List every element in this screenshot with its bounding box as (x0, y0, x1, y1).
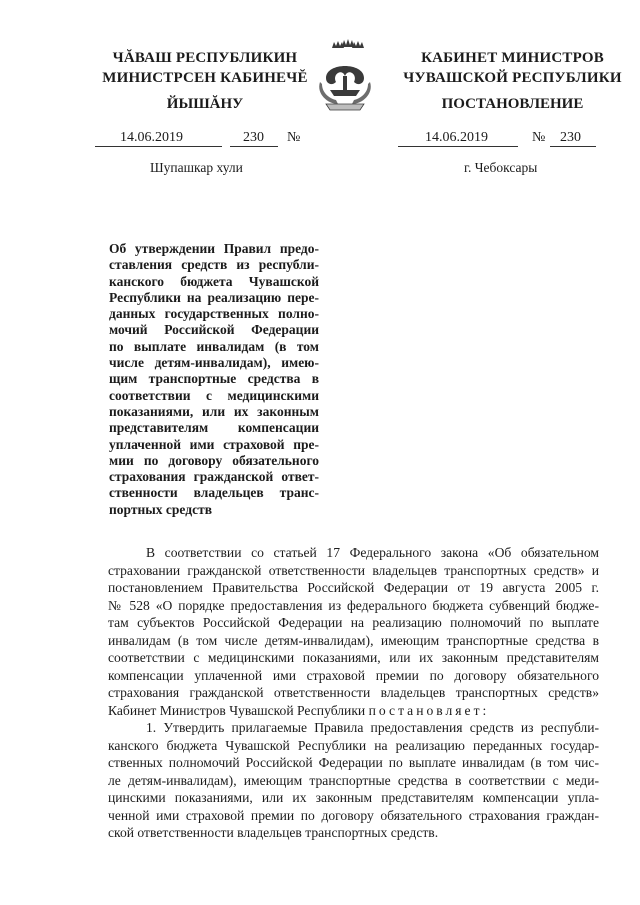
body-line: цинскими показаниями, или их законным представителям компенсации упла- (108, 790, 599, 805)
coat-of-arms-icon (312, 38, 378, 114)
title-line: ственности владельцев транс- (109, 485, 319, 501)
number-sign-right: № (532, 130, 546, 145)
paragraph-item-1 (108, 719, 599, 842)
place-left: Шупашкар хули (150, 160, 243, 175)
body-line-final (108, 702, 599, 720)
date-right: 14.06.2019 (425, 130, 488, 145)
title-line: мочий Российской Федерации (109, 322, 319, 338)
document-title (109, 241, 319, 518)
title-line: представителям компенсации (109, 420, 319, 436)
body-line: ле детям-инвалидам), имеющим транспортные средства в соответствии с меди- (108, 772, 599, 788)
doctype-right: ПОСТАНОВЛЕНИЕ (441, 96, 584, 112)
body-line: там субъектов Российской Федерации на реализацию полномочий по выплате (108, 615, 599, 630)
title-line: числе детям-инвалидам), имею- (109, 355, 319, 371)
body-line: ственных полномочий Российской Федерации по выплате инвалидам (в том чис- (108, 755, 599, 770)
date-left: 14.06.2019 (120, 130, 183, 145)
title-line: страхования гражданской ответ- (109, 469, 319, 485)
header-left-line2: МИНИСТРСЕН КАБИНЕЧĔ (102, 70, 308, 86)
title-line: ставления средств из республи- (109, 257, 319, 273)
body-line: 1. Утвердить прилагаемые Правила предоставления средств из республи- (146, 720, 599, 735)
title-line: по выплате инвалидам (в том (109, 338, 319, 354)
title-line: портных средств (109, 501, 212, 517)
body-line: постановлением Правительства Российской Федерации от 19 августа 2005 г. (108, 580, 599, 595)
body-line: соответствии с медицинскими показаниями, или их законным представителям (108, 650, 599, 665)
header-left-org (90, 48, 320, 88)
paragraph-preamble (108, 544, 599, 719)
place-right: г. Чебоксары (464, 160, 538, 175)
header-left-line1: ЧĂВАШ РЕСПУБЛИКИН (112, 50, 298, 66)
title-line: канского бюджета Чувашской (109, 273, 319, 289)
number-sign-left: № (287, 130, 301, 145)
title-line: щим транспортные средства в (109, 371, 319, 387)
number-left: 230 (243, 130, 264, 145)
body-line: страхования гражданской ответственности владельцев транспортных средств» (108, 685, 599, 700)
body-line: компенсации уплаченной ими страховой премии по договору обязательного (108, 667, 599, 683)
body-line: № 528 «О порядке предоставления из федерального бюджета субвенций бюдже- (108, 597, 599, 613)
body-line: В соответствии со статьей 17 Федерального закона «Об обязательном (146, 545, 599, 560)
cabinet-name: Кабинет Министров Чувашской Республики (108, 702, 366, 718)
header-right-line2: ЧУВАШСКОЙ РЕСПУБЛИКИ (403, 70, 622, 86)
resolves-word: постановляет: (368, 702, 490, 718)
title-line: соответствии с медицинскими (109, 387, 319, 403)
title-line: данных государственных полно- (109, 306, 319, 322)
title-line: мии по договору обязательного (109, 452, 319, 468)
number-right: 230 (560, 130, 581, 145)
header-right-org (390, 48, 635, 88)
header-right-line1: КАБИНЕТ МИНИСТРОВ (421, 50, 604, 66)
doctype-left: ЙЫШĂНУ (166, 96, 244, 112)
body-line: инвалидам (в том числе детям-инвалидам), имеющим транспортные средства в (108, 632, 599, 648)
title-line: Об утверждении Правил предо- (109, 241, 319, 256)
body-line: канского бюджета Чувашской Республики на реализацию переданных государ- (108, 737, 599, 753)
title-line: уплаченной ими страховой пре- (109, 436, 319, 452)
body-line: страховании гражданской ответственности владельцев транспортных средств» и (108, 562, 599, 578)
body-line: ченной ими страховой премии по договору обязательного страхования граждан- (108, 807, 599, 823)
title-line: показаниями, или их законным (109, 403, 319, 419)
title-line: Республики на реализацию пере- (109, 289, 319, 305)
body-line: ской ответственности владельцев транспортных средств. (108, 825, 439, 840)
